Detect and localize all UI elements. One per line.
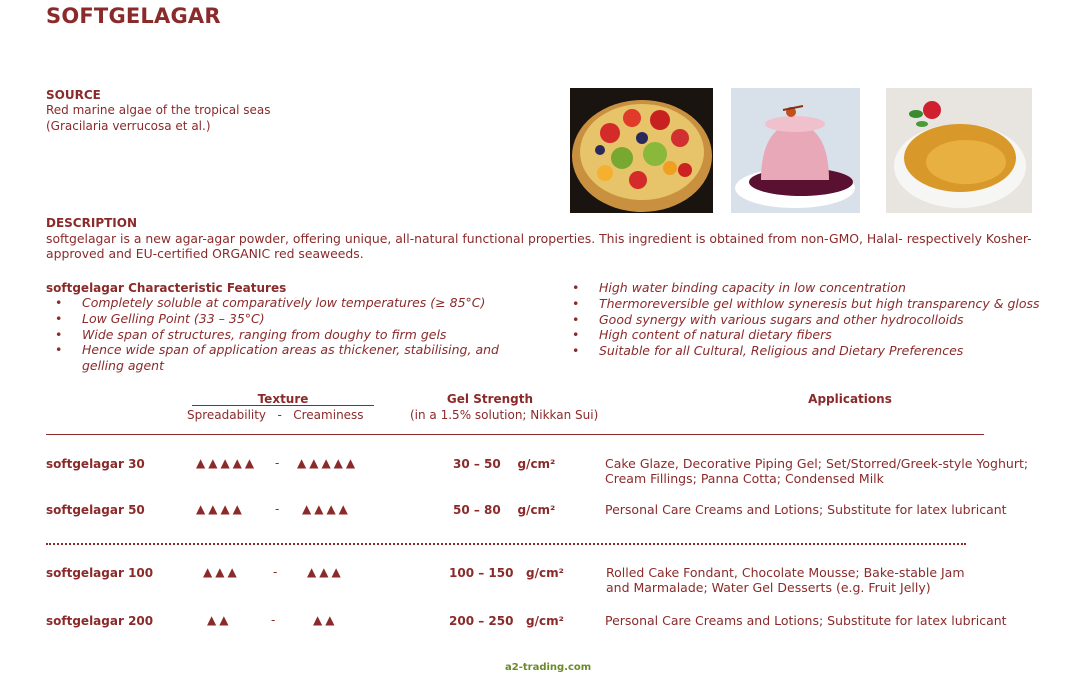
application-text: Personal Care Creams and Lotions; Substitute for latex lubricant [605, 502, 1007, 517]
applications-header: Applications [808, 392, 892, 406]
gel-strength-value: 30 – 50 g/cm² [453, 457, 556, 471]
feature-item: • High content of natural dietary fibers [563, 327, 1063, 343]
footer-website: a2-trading.com [505, 662, 592, 673]
creaminess-rating: ▲▲▲▲ [302, 502, 351, 516]
panna-cotta-photo [731, 88, 860, 213]
gel-strength-value: 100 – 150 g/cm² [449, 566, 564, 580]
creaminess-rating: ▲▲ [313, 613, 338, 627]
feature-item: • High water binding capacity in low concentration [563, 280, 1063, 296]
features-right-list [563, 280, 1063, 359]
gel-strength-subheader: (in a 1.5% solution; Nikkan Sui) [410, 408, 599, 422]
application-text: and Marmalade; Water Gel Desserts (e.g. Fruit Jelly) [606, 580, 931, 595]
texture-header: Texture [257, 392, 309, 406]
gel-strength-value: 50 – 80 g/cm² [453, 503, 556, 517]
row-name-30: softgelagar 30 [46, 457, 145, 471]
gel-strength-header: Gel Strength [446, 392, 534, 406]
header-divider [46, 434, 984, 435]
texture-underline [192, 405, 374, 406]
row-name-200: softgelagar 200 [46, 614, 154, 628]
feature-item: • Thermoreversible gel withlow syneresis but high transparency & gloss [563, 296, 1063, 312]
page-title: SOFTGELAGAR [46, 4, 221, 28]
application-text: Rolled Cake Fondant, Chocolate Mousse; Bake-stable Jam [606, 565, 965, 580]
feature-item: • Low Gelling Point (33 – 35°C) [46, 311, 536, 327]
description-line-1: softgelagar is a new agar-agar powder, offering unique, all-natural functional properties. This ingredient is obtained from non-GMO, Halal- respectively Kosher- [46, 231, 1032, 246]
feature-item: • Good synergy with various sugars and other hydrocolloids [563, 312, 1063, 328]
row-name-50: softgelagar 50 [46, 503, 145, 517]
source-heading: SOURCE [46, 88, 101, 102]
gel-strength-value: 200 – 250 g/cm² [449, 614, 564, 628]
feature-item: • Suitable for all Cultural, Religious and Dietary Preferences [563, 343, 1063, 359]
application-text: Cake Glaze, Decorative Piping Gel; Set/Storred/Greek-style Yoghurt; [605, 456, 1029, 471]
spreadability-rating: ▲▲▲ [203, 565, 240, 579]
creme-brulee-photo [886, 88, 1032, 213]
row-group-divider [46, 543, 966, 545]
spreadability-rating: ▲▲▲▲▲ [196, 456, 258, 470]
rating-dash: - [271, 613, 276, 627]
creaminess-rating: ▲▲▲ [307, 565, 344, 579]
application-text: Personal Care Creams and Lotions; Substitute for latex lubricant [605, 613, 1007, 628]
rating-dash: - [275, 502, 280, 516]
feature-item: • Completely soluble at comparatively low temperatures (≥ 85°C) [46, 295, 536, 311]
row-name-100: softgelagar 100 [46, 566, 154, 580]
rating-dash: - [275, 456, 280, 470]
spreadability-rating: ▲▲ [207, 613, 232, 627]
fruit-tart-photo [570, 88, 713, 213]
source-line-1: Red marine algae of the tropical seas [46, 103, 271, 117]
feature-item: • Wide span of structures, ranging from doughy to firm gels [46, 327, 536, 343]
rating-dash: - [273, 565, 278, 579]
spreadability-rating: ▲▲▲▲ [196, 502, 245, 516]
creaminess-rating: ▲▲▲▲▲ [297, 456, 359, 470]
feature-item: • Hence wide span of application areas as thickener, stabilising, and gelling agent [46, 342, 536, 374]
description-heading: DESCRIPTION [46, 216, 138, 230]
description-line-2: approved and EU-certified ORGANIC red seaweeds. [46, 246, 364, 261]
features-left-list [46, 295, 536, 374]
application-text: Cream Fillings; Panna Cotta; Condensed Milk [605, 471, 884, 486]
features-heading: softgelagar Characteristic Features [46, 281, 287, 295]
texture-subheader: Spreadability - Creaminess [187, 408, 364, 422]
source-line-2: (Gracilaria verrucosa et al.) [46, 119, 211, 133]
